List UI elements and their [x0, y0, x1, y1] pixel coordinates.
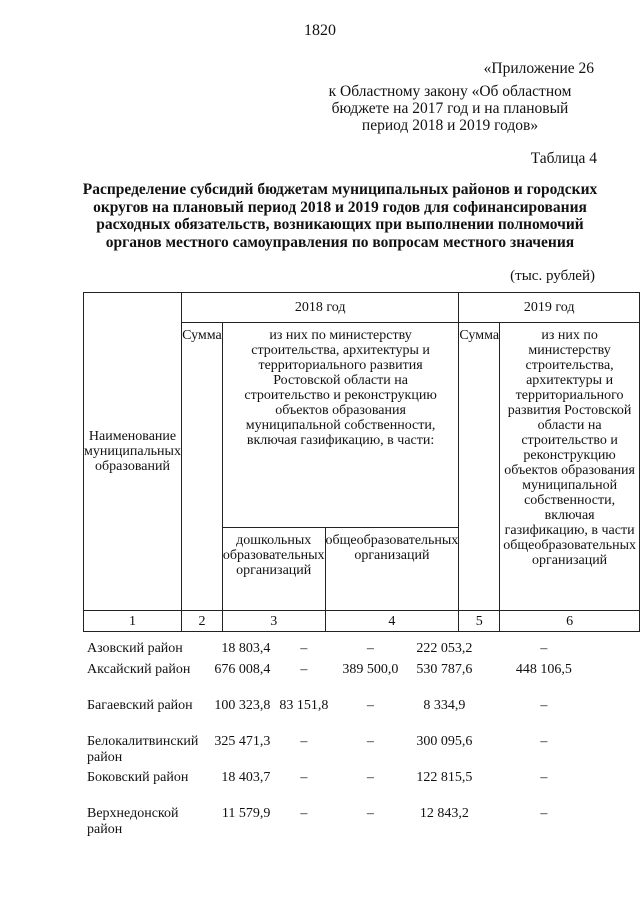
value-cell: 8 334,9 [423, 698, 466, 713]
table-row [83, 698, 602, 734]
value-cell: 11 579,9 [221, 806, 271, 821]
value-cell: 325 471,3 [214, 734, 271, 749]
value-cell: 300 095,6 [416, 734, 473, 749]
title-line: округов на плановый период 2018 и 2019 годов для софинансирования [93, 198, 587, 216]
header-sum-2019: Сумма [459, 323, 500, 611]
value-cell: – [366, 698, 374, 713]
appendix-line: период 2018 и 2019 годов» [361, 117, 539, 134]
value-cell: – [366, 734, 374, 749]
value-cell: 100 323,8 [214, 698, 271, 713]
value-cell: – [540, 641, 548, 656]
title-line: расходных обязательств, возникающих при выполнении полномочий [96, 216, 584, 233]
header-general: общеобразовательных организаций [325, 528, 459, 611]
header-ministry-2018: из них по министерству строительства, архитектуры и территориального развития Ростовской области на строительство и реконструкцию объектов образования муниципальной собственности, включая газификацию, в части: [222, 323, 458, 528]
value-cell: 448 106,5 [515, 662, 572, 677]
header-year-2018: 2018 год [182, 293, 459, 323]
value-cell: – [366, 770, 374, 785]
municipality-name: Азовский район [87, 641, 183, 656]
header-preschool: дошкольных образовательных организаций [222, 528, 325, 611]
page-number: 1820 [304, 22, 336, 39]
title-line: органов местного самоуправления по вопросам местного значения [105, 233, 575, 251]
column-number: 4 [325, 611, 459, 632]
table-row [83, 734, 602, 770]
table-row [83, 806, 602, 842]
value-cell: – [300, 662, 308, 677]
value-cell: 122 815,5 [416, 770, 473, 785]
municipality-name: Верхнедонской район [87, 806, 179, 837]
value-cell: 18 803,4 [221, 641, 271, 656]
document-title [60, 181, 620, 251]
value-cell: – [540, 698, 548, 713]
value-cell: 83 151,8 [279, 698, 329, 713]
data-table [83, 641, 602, 842]
column-number: 3 [222, 611, 325, 632]
value-cell: – [366, 641, 374, 656]
appendix-line: к Областному закону «Об областном [328, 83, 572, 100]
header-municipality: Наименование муниципальных образований [84, 293, 182, 611]
value-cell: – [540, 734, 548, 749]
appendix-note [300, 60, 600, 134]
value-cell: – [300, 770, 308, 785]
municipality-name: Багаевский район [87, 698, 193, 713]
municipality-name: Белокалитвинский район [87, 734, 199, 765]
value-cell: 389 500,0 [342, 662, 399, 677]
value-cell: – [300, 641, 308, 656]
header-sum-2018: Сумма [182, 323, 223, 611]
table-header [83, 292, 640, 632]
value-cell: 530 787,6 [416, 662, 473, 677]
table-row [83, 641, 602, 662]
column-number: 1 [84, 611, 182, 632]
municipality-name: Боковский район [87, 770, 189, 785]
value-cell: – [366, 806, 374, 821]
column-number: 5 [459, 611, 500, 632]
value-cell: 12 843,2 [419, 806, 469, 821]
value-cell: – [540, 806, 548, 821]
value-cell: 676 008,4 [214, 662, 271, 677]
value-cell: – [540, 770, 548, 785]
units-label: (тыс. рублей) [510, 268, 595, 284]
title-line: Распределение субсидий бюджетам муниципальных районов и городских [82, 181, 598, 198]
value-cell: 18 403,7 [221, 770, 271, 785]
municipality-name: Аксайский район [87, 662, 191, 677]
value-cell: 222 053,2 [416, 641, 473, 656]
header-year-2019: 2019 год [459, 293, 640, 323]
header-ministry-2019: из них по министерству строительства, архитектуры и территориального развития Ростовской области на строительство и реконструкцию объектов образования муниципальной собственности, включая газификацию, в части общеобразовательных организаций [500, 323, 640, 611]
value-cell: – [300, 734, 308, 749]
column-number: 2 [182, 611, 223, 632]
table-row [83, 770, 602, 806]
table-number: Таблица 4 [530, 150, 597, 167]
column-number: 6 [500, 611, 640, 632]
value-cell: – [300, 806, 308, 821]
appendix-title: «Приложение 26 [483, 60, 594, 77]
appendix-line: бюджете на 2017 год и на плановый [331, 100, 569, 117]
table-row [83, 662, 602, 698]
